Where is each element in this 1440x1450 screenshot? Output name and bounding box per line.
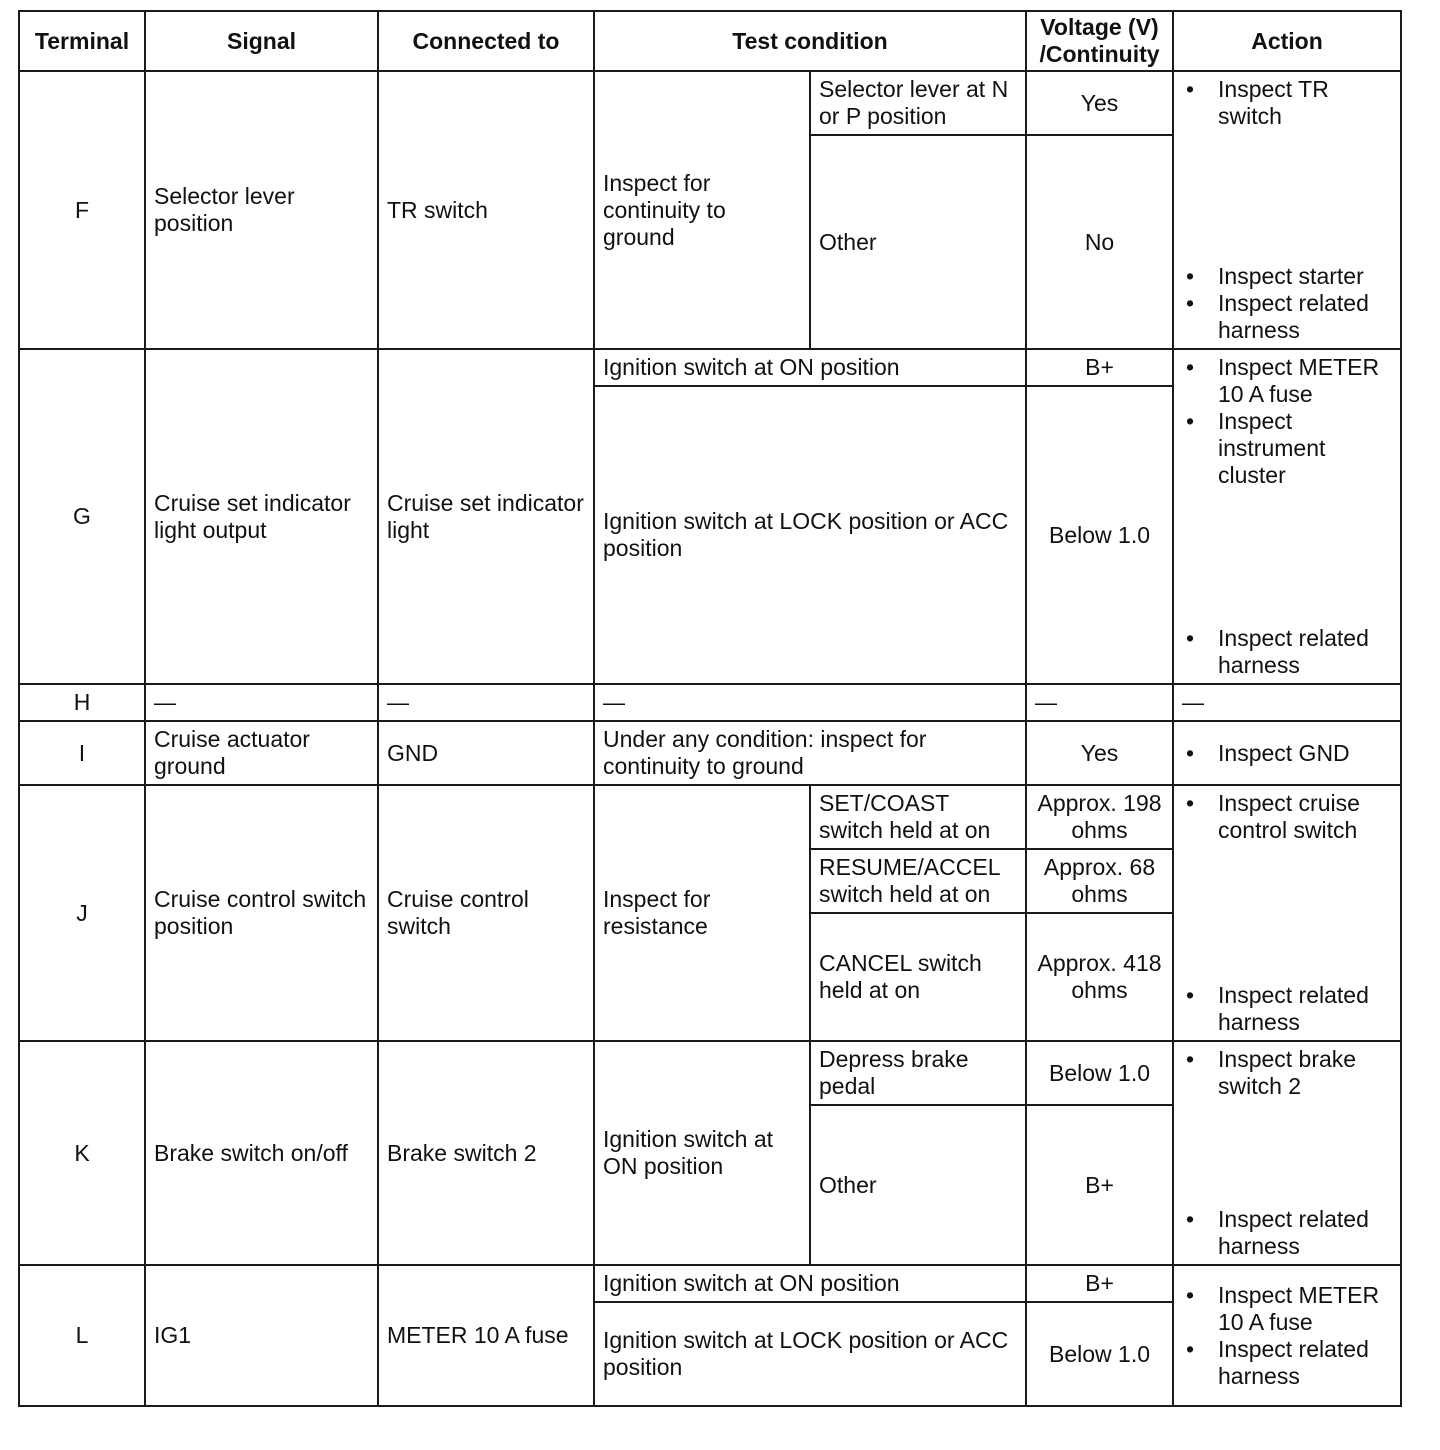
value-g-1: B+: [1026, 349, 1173, 386]
table-row-k: [19, 1041, 1401, 1105]
terminal-f: F: [19, 71, 145, 349]
signal-j: Cruise control switch position: [145, 785, 378, 1041]
test-condition-g-1: Ignition switch at ON position: [594, 349, 1026, 386]
signal-i: Cruise actuator ground: [145, 721, 378, 785]
value-i: Yes: [1026, 721, 1173, 785]
terminal-inspection-table: [18, 10, 1402, 1407]
action-item: • Inspect TR switch: [1182, 76, 1392, 130]
action-item: • Inspect related harness: [1182, 1206, 1392, 1260]
header-connected-to: Connected to: [378, 11, 594, 71]
value-g-2: Below 1.0: [1026, 386, 1173, 684]
table-row-f: [19, 71, 1401, 135]
action-f: [1173, 71, 1401, 349]
value-l-1: B+: [1026, 1265, 1173, 1302]
sub-condition-j-1: SET/COAST switch held at on: [810, 785, 1026, 849]
terminal-h: H: [19, 684, 145, 721]
action-i-list: [1182, 740, 1392, 767]
value-f-1: Yes: [1026, 71, 1173, 135]
action-item: • Inspect related harness: [1182, 982, 1392, 1036]
action-item: • Inspect METER 10 A fuse: [1182, 1282, 1392, 1336]
action-k: [1173, 1041, 1401, 1265]
connected-to-j: Cruise control switch: [378, 785, 594, 1041]
connected-to-f: TR switch: [378, 71, 594, 349]
action-g-top: [1182, 354, 1392, 489]
sub-condition-j-2: RESUME/ACCEL switch held at on: [810, 849, 1026, 913]
signal-h: —: [145, 684, 378, 721]
action-k-bottom: [1182, 1206, 1392, 1260]
signal-f: Selector lever position: [145, 71, 378, 349]
table-row-l: [19, 1265, 1401, 1302]
action-j-bottom: [1182, 982, 1392, 1036]
header-terminal: Terminal: [19, 11, 145, 71]
terminal-l: L: [19, 1265, 145, 1406]
value-l-2: Below 1.0: [1026, 1302, 1173, 1406]
value-f-2: No: [1026, 135, 1173, 349]
action-i: [1173, 721, 1401, 785]
terminal-j: J: [19, 785, 145, 1041]
action-j-top: [1182, 790, 1392, 844]
signal-k: Brake switch on/off: [145, 1041, 378, 1265]
value-j-1: Approx. 198 ohms: [1026, 785, 1173, 849]
action-l: [1173, 1265, 1401, 1406]
header-voltage: [1026, 11, 1173, 71]
header-row: [19, 11, 1401, 71]
header-test-condition: Test condition: [594, 11, 1026, 71]
sub-condition-f-1: Selector lever at N or P position: [810, 71, 1026, 135]
connected-to-i: GND: [378, 721, 594, 785]
action-item: • Inspect GND: [1182, 740, 1392, 767]
value-j-3: Approx. 418 ohms: [1026, 913, 1173, 1041]
test-condition-i: Under any condition: inspect for continuity to ground: [594, 721, 1026, 785]
terminal-g: G: [19, 349, 145, 684]
table-row-g: [19, 349, 1401, 386]
test-condition-l-1: Ignition switch at ON position: [594, 1265, 1026, 1302]
sub-condition-k-1: Depress brake pedal: [810, 1041, 1026, 1105]
signal-g: Cruise set indicator light output: [145, 349, 378, 684]
signal-l: IG1: [145, 1265, 378, 1406]
action-item: • Inspect cruise control switch: [1182, 790, 1392, 844]
header-action: Action: [1173, 11, 1401, 71]
sub-condition-j-3: CANCEL switch held at on: [810, 913, 1026, 1041]
action-k-top: [1182, 1046, 1392, 1100]
action-j: [1173, 785, 1401, 1041]
header-signal: Signal: [145, 11, 378, 71]
action-item: • Inspect instrument cluster: [1182, 408, 1392, 489]
connected-to-k: Brake switch 2: [378, 1041, 594, 1265]
value-k-2: B+: [1026, 1105, 1173, 1265]
test-condition-g-2: Ignition switch at LOCK position or ACC position: [594, 386, 1026, 684]
test-condition-h: —: [594, 684, 1026, 721]
header-voltage-line2: /Continuity: [1039, 41, 1160, 67]
table-row-j: [19, 785, 1401, 849]
test-condition-k: Ignition switch at ON position: [594, 1041, 810, 1265]
terminal-i: I: [19, 721, 145, 785]
action-f-bottom: [1182, 263, 1392, 344]
connected-to-h: —: [378, 684, 594, 721]
action-item: • Inspect brake switch 2: [1182, 1046, 1392, 1100]
test-condition-j: Inspect for resistance: [594, 785, 810, 1041]
action-g: [1173, 349, 1401, 684]
sub-condition-k-2: Other: [810, 1105, 1026, 1265]
action-item: • Inspect related harness: [1182, 625, 1392, 679]
value-h: —: [1026, 684, 1173, 721]
action-item: • Inspect related harness: [1182, 290, 1392, 344]
value-k-1: Below 1.0: [1026, 1041, 1173, 1105]
sub-condition-f-2: Other: [810, 135, 1026, 349]
test-condition-f: Inspect for continuity to ground: [594, 71, 810, 349]
action-f-top: [1182, 76, 1392, 130]
test-condition-l-2: Ignition switch at LOCK position or ACC position: [594, 1302, 1026, 1406]
value-j-2: Approx. 68 ohms: [1026, 849, 1173, 913]
connected-to-l: METER 10 A fuse: [378, 1265, 594, 1406]
action-item: • Inspect starter: [1182, 263, 1392, 290]
table-row-i: [19, 721, 1401, 785]
action-g-bottom: [1182, 625, 1392, 679]
action-l-list: [1182, 1282, 1392, 1390]
table-row-h: [19, 684, 1401, 721]
terminal-k: K: [19, 1041, 145, 1265]
action-item: • Inspect METER 10 A fuse: [1182, 354, 1392, 408]
action-item: • Inspect related harness: [1182, 1336, 1392, 1390]
inspection-sheet: [18, 10, 1400, 1398]
action-h: —: [1173, 684, 1401, 721]
header-voltage-line1: Voltage (V): [1040, 14, 1159, 40]
connected-to-g: Cruise set indicator light: [378, 349, 594, 684]
